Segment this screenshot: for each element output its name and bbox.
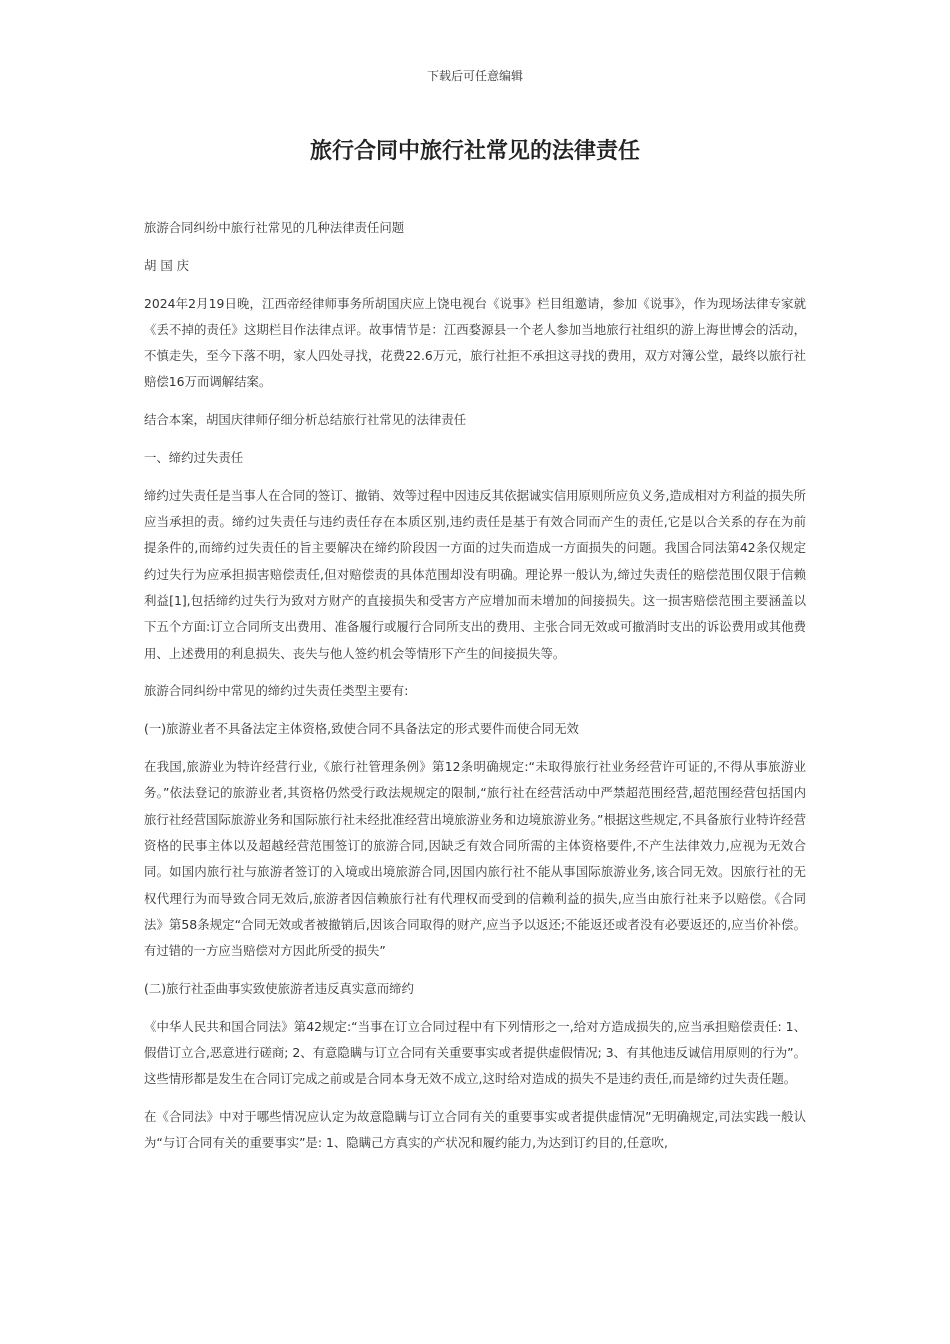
section-heading-1: 一、缔约过失责任 xyxy=(144,450,244,466)
body-paragraph: 在《合同法》中对于哪些情况应认定为故意隐瞒与订立合同有关的重要事实或者提供虚情况”无明确规定,司法实践一般认为“与订合同有关的重要事实”是: 1、隐瞒己方真实的产状况和履约能力,为达到订约目的,任意吹, xyxy=(144,1109,806,1151)
body-paragraph: 在我国,旅游业为特许经营行业,《旅行社管理条例》第12条明确规定:“未取得旅行社业务经营许可证的,不得从事旅游业务。”依法登记的旅游业者,其资格仍然受行政法规规定的限制,“旅行社在经营活动中严禁超范围经营,超范围经营包括国内旅行社经营国际旅游业务和国际旅行社未经批准经营出境旅游业务和边境旅游业务。”根据这些规定,不具备旅行业特许经营资格的民事主体以及超越经营范围签订的旅游合同,因缺乏有效合同所需的主体资格要件,不产生法律效力,应视为无效合同。如国内旅行社与旅游者签订的入境或出境旅游合同,因国内旅行社不能从事国际旅游业务,该合同无效。因旅行社的无权代理行为而导致合同无效后,旅游者因信赖旅行社有代理权而受到的信赖利益的损失,应当由旅行社来予以赔偿。《合同法》第58条规定“合同无效或者被撤销后,因该合同取得的财产,应当予以返还;不能返还或者没有必要返还的,应当价补偿。有过错的一方应当赔偿对方因此所受的损失” xyxy=(144,759,806,959)
body-paragraph: 缔约过失责任是当事人在合同的签订、撤销、效等过程中因违反其依据诚实信用原则所应负义务,造成相对方利益的损失所应当承担的责。缔约过失责任与违约责任存在本质区别,违约责任是基于有效合同而产生的责任,它是以合关系的存在为前提条件的,而缔约过失责任的旨主要解决在缔约阶段因一方面的过失而造成一方面损失的问题。我国合同法第42条仅规定约过失行为应承担损害赔偿责任,但对赔偿责的具体范围却没有明确。理论界一般认为,缔过失责任的赔偿范围仅限于信赖利益[1],包括缔约过失行为致对方财产的直接损失和受害方产应增加而未增加的间接损失。这一损害赔偿范围主要涵盖以下五个方面:订立合同所支出费用、准备履行或履行合同所支出的费用、主张合同无效或可撤消时支出的诉讼费用或其他费用、上述费用的利息损失、丧失与他人签约机会等情形下产生的间接损失等。 xyxy=(144,487,806,661)
author-paragraph: 胡 国 庆 xyxy=(144,257,190,273)
body-paragraph: 旅游合同纠纷中常见的缔约过失责任类型主要有: xyxy=(144,683,409,699)
subtitle-paragraph: 旅游合同纠纷中旅行社常见的几种法律责任问题 xyxy=(144,220,405,235)
document-body xyxy=(144,215,806,1168)
subsection-heading-2: (二)旅行社歪曲事实致使旅游者违反真实意而缔约 xyxy=(144,980,414,996)
header-note: 下载后可任意编辑 xyxy=(426,69,523,83)
intro-paragraph: 2024年2月19日晚，江西帝经律师事务所胡国庆应上饶电视台《说事》栏目组邀请，参加《说事》，作为现场法律专家就《丢不掉的责任》这期栏目作法律点评。故事情节是：江西婺源县一个老人参加当地旅行社组织的游上海世博会的活动，不慎走失，至今下落不明，家人四处寻找，花费22.6万元，旅行社拒不承担这寻找的费用，双方对簿公堂，最终以旅行社赔偿16万而调解结案。 xyxy=(144,295,806,390)
summary-paragraph: 结合本案，胡国庆律师仔细分析总结旅行社常见的法律责任 xyxy=(144,412,467,428)
subsection-heading-1: (一)旅游业者不具备法定主体资格,致使合同不具备法定的形式要件而使合同无效 xyxy=(144,721,579,737)
document-title: 旅行合同中旅行社常见的法律责任 xyxy=(309,139,640,164)
body-paragraph: 《中华人民共和国合同法》第42规定:“当事在订立合同过程中有下列情形之一,给对方造成损失的,应当承担赔偿责任: 1、假借订立合,恶意进行磋商; 2、有意隐瞒与订立合同有关重要事实或者提供虚假情况; 3、有其他违反诚信用原则的行为”。这些情形都是发生在合同订完成之前或是合同本身无效不成立,这时给对造成的损失不是违约责任,而是缔约过失责任题。 xyxy=(144,1018,806,1087)
